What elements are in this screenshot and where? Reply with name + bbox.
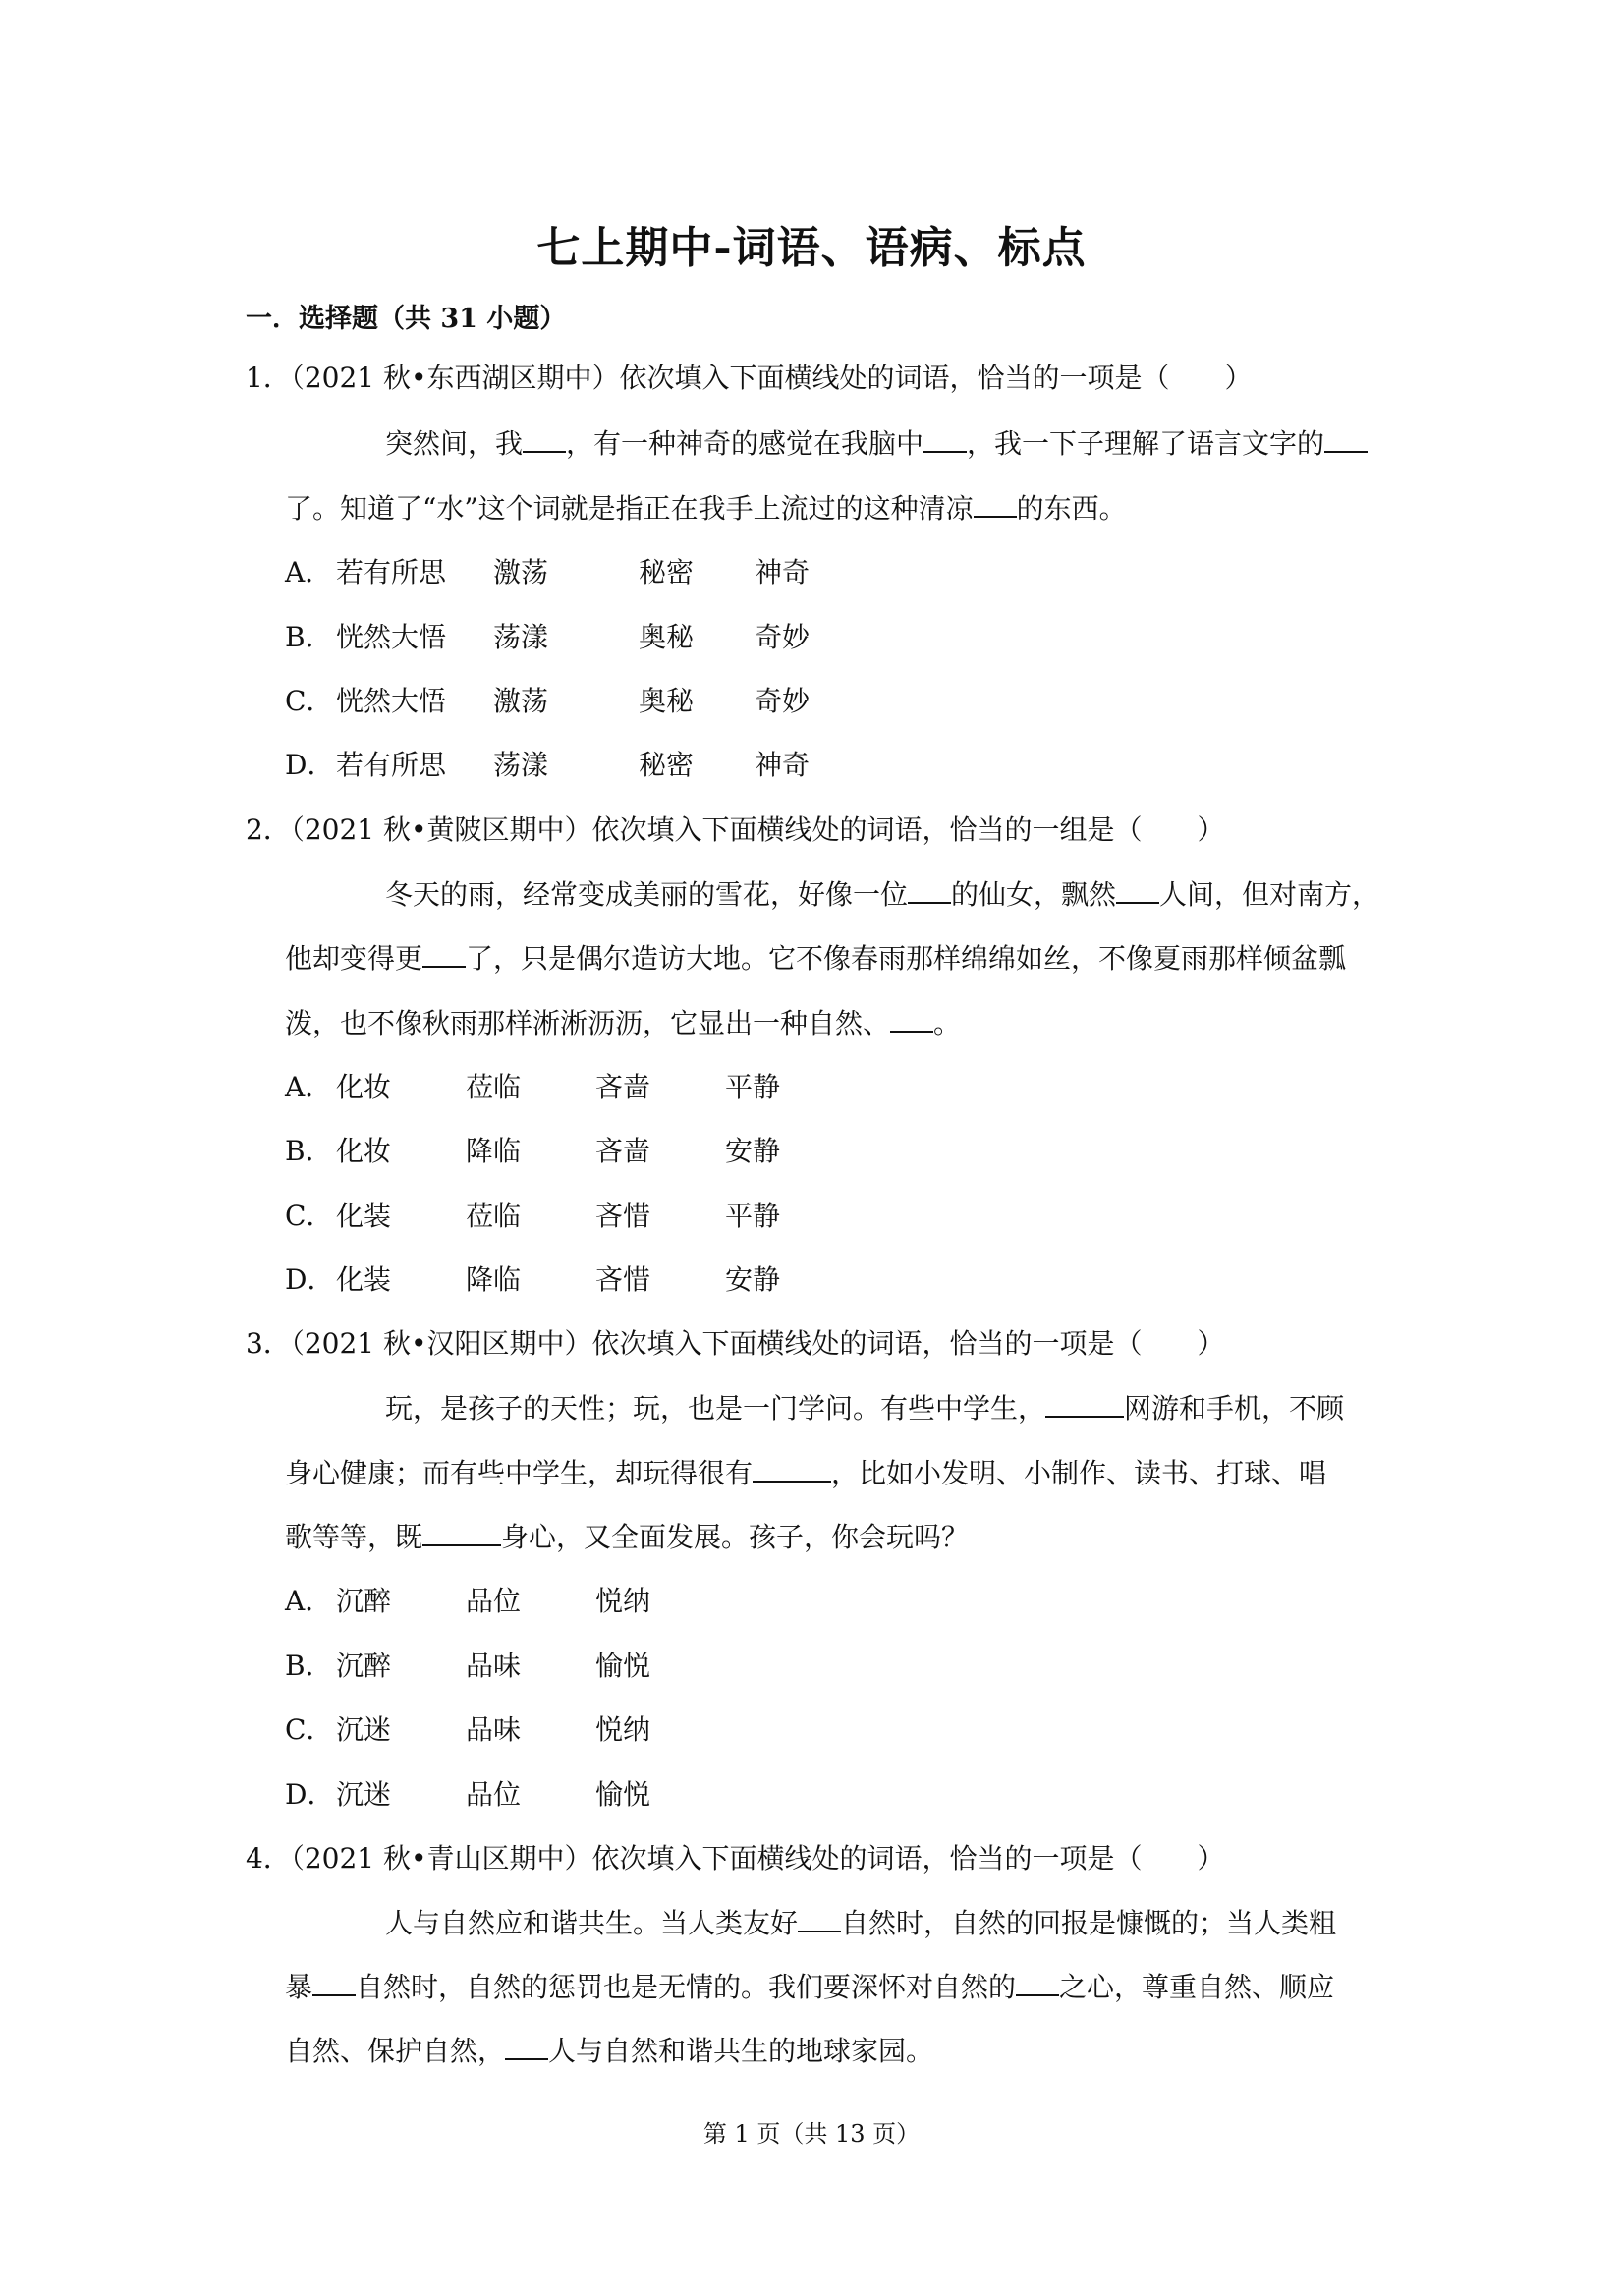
page-title: 七上期中-词语、语病、标点 bbox=[536, 223, 1087, 273]
question-2-head: 2．（2021 秋•黄陂区期中）依次填入下面横线处的词语，恰当的一组是（ ） bbox=[246, 813, 1225, 846]
question-2-passage-line-3: 泼，也不像秋雨那样淅淅沥沥，它显出一种自然、 。 bbox=[285, 1007, 962, 1039]
question-3-head: 3．（2021 秋•汉阳区期中）依次填入下面横线处的词语，恰当的一项是（ ） bbox=[246, 1327, 1225, 1360]
option-d[interactable]: D．沉迷 品位 愉悦 bbox=[285, 1778, 651, 1811]
blank bbox=[422, 942, 466, 968]
option-d[interactable]: D．若有所思 荡漾 秘密 神奇 bbox=[285, 749, 811, 781]
section-heading: 一．选择题（共 31 小题） bbox=[246, 304, 567, 334]
question-3-passage-line-3: 歌等等，既 身心，又全面发展。孩子，你会玩吗？ bbox=[285, 1521, 970, 1553]
question-2-passage-line-1: 冬天的雨，经常变成美丽的雪花，好像一位 的仙女，飘然 人间，但对南方， bbox=[385, 878, 1380, 911]
option-b[interactable]: B． 化妆 降临 吝啬 安静 bbox=[285, 1135, 781, 1167]
option-c[interactable]: C．沉迷 品味 悦纳 bbox=[285, 1713, 651, 1746]
option-a[interactable]: A． 若有所思 激荡 秘密 神奇 bbox=[285, 556, 811, 588]
blank bbox=[923, 427, 967, 453]
question-4-head: 4．（2021 秋•青山区期中）依次填入下面横线处的词语，恰当的一项是（ ） bbox=[246, 1842, 1225, 1875]
question-4-passage-line-2: 暴 自然时，自然的惩罚也是无情的。我们要深怀对自然的 之心，尊重自然、顺应 bbox=[285, 1971, 1335, 2003]
blank bbox=[1324, 427, 1368, 453]
blank bbox=[422, 1521, 501, 1546]
blank bbox=[753, 1457, 831, 1483]
question-3-passage-line-1: 玩，是孩子的天性；玩，也是一门学问。有些中学生， 网游和手机，不顾 bbox=[385, 1392, 1345, 1425]
option-b[interactable]: B． 恍然大悟 荡漾 奥秘 奇妙 bbox=[285, 621, 811, 653]
option-d[interactable]: D．化装 降临 吝惜 安静 bbox=[285, 1263, 781, 1296]
blank bbox=[1116, 878, 1159, 904]
question-2-passage-line-2: 他却变得更 了，只是偶尔造访大地。它不像春雨那样绵绵如丝，不像夏雨那样倾盆瓢 bbox=[285, 942, 1347, 975]
option-a[interactable]: A． 化妆 莅临 吝啬 平静 bbox=[285, 1071, 781, 1103]
question-1-passage-line-2: 了。知道了“水”这个词就是指正在我手上流过的这种清凉 的东西。 bbox=[285, 492, 1127, 525]
blank bbox=[798, 1907, 841, 1932]
blank bbox=[505, 2035, 548, 2060]
question-1-passage-line-1: 突然间，我 ，有一种神奇的感觉在我脑中 ，我一下子理解了语言文字的 bbox=[385, 426, 1368, 462]
blank bbox=[312, 1971, 356, 1996]
question-4-passage-line-3: 自然、保护自然， 人与自然和谐共生的地球家园。 bbox=[285, 2035, 934, 2067]
question-3-passage-line-2: 身心健康；而有些中学生，却玩得很有 ，比如小发明、小制作、读书、打球、唱 bbox=[285, 1457, 1327, 1489]
blank bbox=[1045, 1392, 1124, 1418]
option-a[interactable]: A． 沉醉 品位 悦纳 bbox=[285, 1585, 651, 1617]
option-c[interactable]: C．恍然大悟 激荡 奥秘 奇妙 bbox=[285, 685, 811, 717]
option-b[interactable]: B． 沉醉 品味 愉悦 bbox=[285, 1650, 651, 1682]
blank bbox=[890, 1007, 933, 1033]
blank bbox=[974, 492, 1017, 518]
page-footer: 第 1 页（共 13 页） bbox=[702, 2120, 921, 2148]
option-c[interactable]: C．化装 莅临 吝惜 平静 bbox=[285, 1200, 781, 1232]
blank bbox=[1016, 1971, 1059, 1996]
question-4-passage-line-1: 人与自然应和谐共生。当人类友好 自然时，自然的回报是慷慨的；当人类粗 bbox=[385, 1907, 1337, 1939]
blank bbox=[523, 427, 566, 453]
question-1-head: 1．（2021 秋•东西湖区期中）依次填入下面横线处的词语，恰当的一项是（ ） bbox=[246, 362, 1253, 394]
blank bbox=[908, 878, 951, 904]
